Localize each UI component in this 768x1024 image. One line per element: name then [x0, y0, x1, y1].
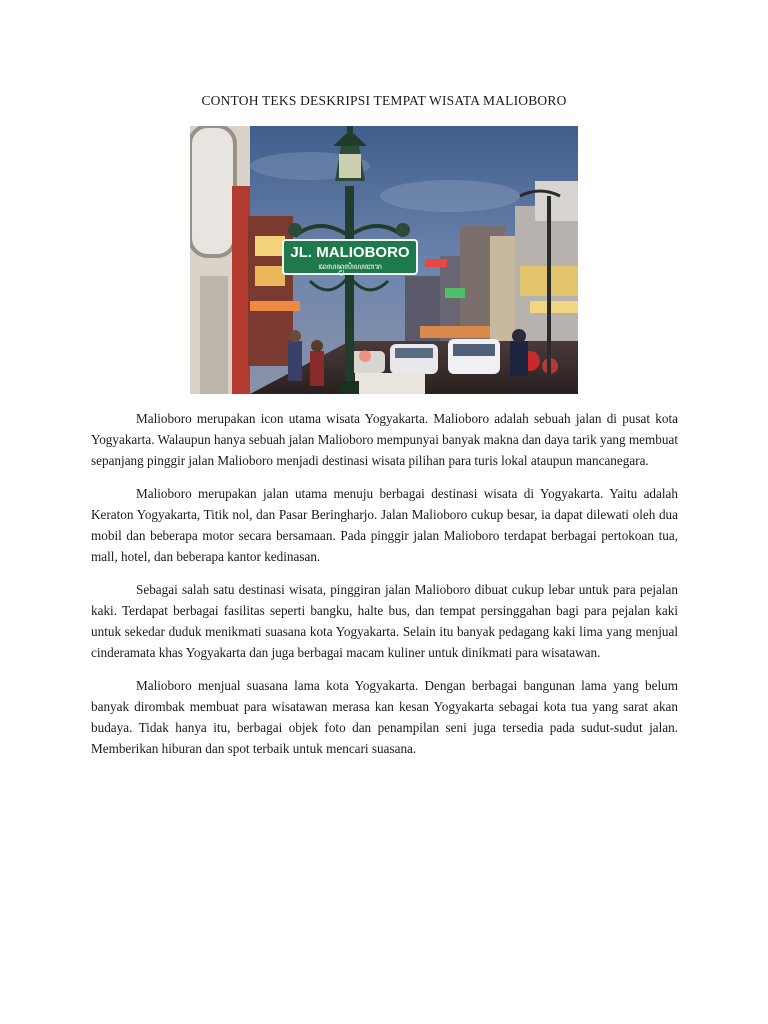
malioboro-street-photo: [190, 126, 578, 394]
paragraph: Sebagai salah satu destinasi wisata, pinggiran jalan Malioboro dibuat cukup lebar untuk para pejalan kaki. Terdapat berbagai fasilitas seperti bangku, halte bus, dan tempat persinggahan bagi para pejalan kaki untuk sekedar duduk menikmati suasana kota Yogyakarta. Selain itu banyak pedagang kaki lima yang menjual cinderamata khas Yogyakarta dan juga berbagai macam kuliner untuk dinikmati para wisatawan.: [91, 582, 678, 660]
paragraph: Malioboro merupakan jalan utama menuju berbagai destinasi wisata di Yogyakarta. Yaitu adalah Keraton Yogyakarta, Titik nol, dan Pasar Beringharjo. Jalan Malioboro cukup besar, ia dapat dilewati oleh dua mobil dan beberapa motor secara bersamaan. Pada pinggir jalan Malioboro terdapat berbagai pertokoan tua, mall, hotel, dan beberapa kantor kedinasan.: [91, 486, 678, 564]
paragraph: Malioboro merupakan icon utama wisata Yogyakarta. Malioboro adalah sebuah jalan di pusat kota Yogyakarta. Walaupun hanya sebuah jalan Malioboro mempunyai banyak makna dan daya tarik yang membuat sepanjang pinggir jalan Malioboro menjadi destinasi wisata pilihan para turis lokal ataupun mancanegara.: [91, 411, 678, 468]
street-sign-text: JL. MALIOBORO: [290, 244, 410, 261]
document-body: [91, 408, 678, 771]
document-title: CONTOH TEKS DESKRIPSI TEMPAT WISATA MALIOBORO: [201, 93, 567, 108]
paragraph: Malioboro menjual suasana lama kota Yogyakarta. Dengan berbagai bangunan lama yang belum banyak dirombak membuat para wisatawan merasa kan kesan Yogyakarta sebagai kota tua yang sarat akan budaya. Tidak hanya itu, berbagai objek foto dan penampilan seni juga tersedia pada sudut-sudut jalan. Memberikan hiburan dan spot terbaik untuk mencari suasana.: [91, 678, 678, 756]
street-sign-subtext: ꦢꦭꦤ꧀ꦩꦭꦶꦪꦧꦫ: [318, 262, 382, 271]
